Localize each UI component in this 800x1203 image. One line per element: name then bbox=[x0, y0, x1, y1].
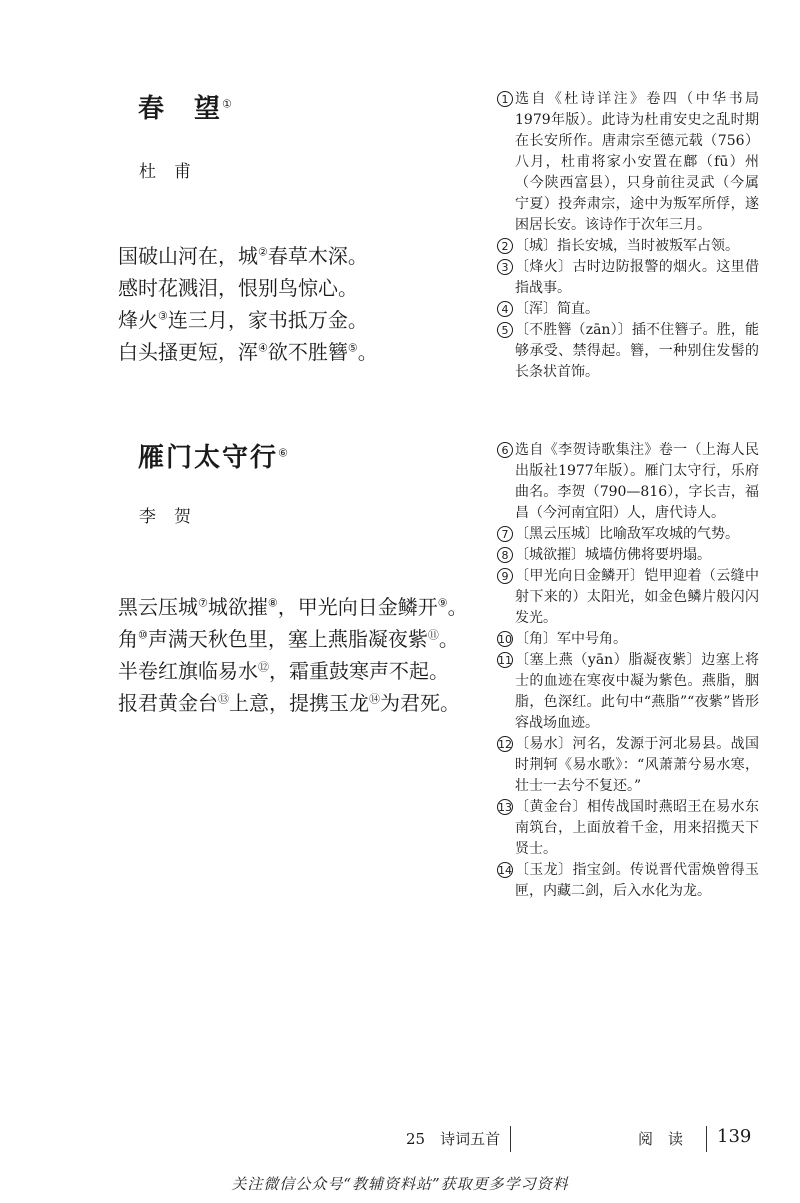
footnote-text: 选自《李贺诗歌集注》卷一（上海人民出版社1977年版）。雁门太守行，乐府曲名。李贺（790—816），字长吉，福昌（今河南宜阳）人，唐代诗人。 bbox=[515, 442, 759, 521]
note-ref: ⑪ bbox=[427, 628, 439, 642]
footnote-number: 4 bbox=[497, 301, 513, 317]
footer-divider bbox=[706, 1126, 707, 1152]
footnote bbox=[497, 650, 759, 734]
note-ref: ⑭ bbox=[369, 692, 380, 706]
footnote-text: 〔城〕指长安城，当时被叛军占领。 bbox=[515, 238, 739, 254]
poem-title-text: 春 望 bbox=[138, 94, 223, 124]
footnote-number: 11 bbox=[498, 654, 512, 667]
verse-line bbox=[118, 272, 378, 304]
verse-text: 欲不胜簪 bbox=[267, 340, 348, 364]
footnote-text: 〔浑〕简直。 bbox=[515, 301, 599, 317]
footnote bbox=[497, 320, 759, 383]
footnote bbox=[497, 566, 759, 629]
verse-text: 报君黄金台 bbox=[118, 691, 218, 715]
footnote bbox=[497, 860, 759, 902]
poem-verse-yanmen bbox=[118, 591, 468, 719]
footnote-number: 6 bbox=[497, 442, 513, 458]
verse-text: 。 bbox=[447, 595, 468, 619]
verse-text: 黑云压城 bbox=[118, 595, 198, 619]
footnote-number: 10 bbox=[498, 633, 512, 646]
footnote-number: 12 bbox=[498, 738, 512, 751]
verse-text: ，霜重鼓寒声不起。 bbox=[269, 659, 449, 683]
footnote-number: 13 bbox=[498, 801, 512, 814]
footnote-text: 〔烽火〕古时边防报警的烟火。这里借指战事。 bbox=[515, 259, 759, 296]
verse-text: 白头搔更短，浑 bbox=[118, 340, 258, 364]
footnote bbox=[497, 257, 759, 299]
verse-line bbox=[118, 240, 378, 272]
lesson-label: 25 诗词五首 bbox=[406, 1130, 501, 1148]
verse-text: ，甲光向日金鳞开 bbox=[277, 595, 438, 619]
footnote-text: 〔城欲摧〕城墙仿佛将要坍塌。 bbox=[515, 547, 711, 563]
footnote-text: 〔黑云压城〕比喻敌军攻城的气势。 bbox=[515, 526, 739, 542]
section-label: 阅 读 bbox=[638, 1130, 684, 1148]
footnote-number: 3 bbox=[497, 259, 513, 275]
note-ref: ⑫ bbox=[258, 660, 269, 674]
footnote-text: 〔角〕军中号角。 bbox=[515, 631, 627, 647]
verse-text: 。 bbox=[357, 340, 378, 364]
footnote bbox=[497, 797, 759, 860]
note-ref: ⑬ bbox=[218, 692, 229, 706]
note-ref: ⑧ bbox=[267, 596, 278, 610]
verse-text: 烽火 bbox=[118, 308, 158, 332]
verse-text: 春草木深。 bbox=[267, 244, 368, 268]
page-footer bbox=[0, 1128, 800, 1158]
note-ref: ⑤ bbox=[347, 341, 358, 355]
footnote-number: 7 bbox=[497, 526, 513, 542]
verse-text: 。 bbox=[438, 627, 459, 651]
verse-text: 连三月，家书抵万金。 bbox=[167, 308, 368, 332]
verse-line bbox=[118, 336, 378, 368]
footnote bbox=[497, 440, 759, 524]
footnote-number: 8 bbox=[497, 547, 513, 563]
verse-line bbox=[118, 591, 468, 623]
footer-divider bbox=[510, 1126, 511, 1152]
verse-text: 国破山河在，城 bbox=[118, 244, 258, 268]
footnote-number: 9 bbox=[497, 568, 513, 584]
note-ref: ⑨ bbox=[437, 596, 448, 610]
note-ref: ② bbox=[258, 245, 268, 259]
poem-verse-chunwang bbox=[118, 240, 378, 368]
footnote bbox=[497, 89, 759, 236]
footnote-text: 〔不胜簪（zān）〕插不住簪子。胜，能够承受、禁得起。簪，一种别住发髻的长条状首饰。 bbox=[515, 322, 759, 380]
verse-text: 角 bbox=[118, 627, 138, 651]
verse-text: 半卷红旗临易水 bbox=[118, 659, 258, 683]
footnote-text: 〔塞上燕（yān）脂凝夜紫〕边塞上将士的血迹在寒夜中凝为紫色。燕脂，胭脂，色深红。此句中“燕脂”“夜紫”皆形容战场血迹。 bbox=[515, 652, 759, 731]
poem-title-text: 雁门太守行 bbox=[138, 443, 279, 473]
footnote-text: 〔易水〕河名，发源于河北易县。战国时荆轲《易水歌》：“风萧萧兮易水寒，壮士一去兮不复还。” bbox=[515, 736, 759, 794]
page-number: 139 bbox=[717, 1126, 752, 1147]
verse-text: 城欲摧 bbox=[207, 595, 268, 619]
footnote-text: 〔黄金台〕相传战国时燕昭王在易水东南筑台，上面放着千金，用来招揽天下贤士。 bbox=[515, 799, 759, 857]
footnote bbox=[497, 545, 759, 566]
verse-text: 声满天秋色里，塞上燕脂凝夜紫 bbox=[147, 627, 428, 651]
footnote-number: 1 bbox=[497, 91, 513, 107]
verse-line bbox=[118, 655, 468, 687]
notes-column-chunwang bbox=[497, 89, 759, 383]
note-ref: ⑩ bbox=[138, 628, 148, 642]
footnote bbox=[497, 524, 759, 545]
footnote-number: 5 bbox=[497, 322, 513, 338]
verse-text: 上意，提携玉龙 bbox=[229, 691, 369, 715]
verse-text: 感时花溅泪，恨别鸟惊心。 bbox=[118, 276, 358, 300]
verse-line bbox=[118, 623, 468, 655]
footnote-number: 2 bbox=[497, 238, 513, 254]
verse-text: 为君死。 bbox=[380, 691, 460, 715]
note-ref: ③ bbox=[158, 309, 168, 323]
notes-column-yanmen bbox=[497, 440, 759, 902]
footnote-text: 选自《杜诗详注》卷四（中华书局1979年版）。此诗为杜甫安史之乱时期在长安所作。唐肃宗至德元载（756）八月，杜甫将家小安置在鄜（fū）州（今陕西富县），只身前往灵武（今属宁夏）投奔肃宗，途中为叛军所俘，遂困居长安。该诗作于次年三月。 bbox=[515, 91, 759, 233]
poem-author-lihe: 李贺 bbox=[139, 507, 209, 527]
footnote bbox=[497, 299, 759, 320]
note-ref: ⑥ bbox=[278, 446, 290, 460]
footnote-text: 〔玉龙〕指宝剑。传说晋代雷焕曾得玉匣，内藏二剑，后入水化为龙。 bbox=[515, 862, 759, 899]
footnote bbox=[497, 629, 759, 650]
footnote bbox=[497, 734, 759, 797]
verse-line bbox=[118, 687, 468, 719]
poem-title-yanmen bbox=[138, 437, 290, 474]
verse-line bbox=[118, 304, 378, 336]
poem-title-chunwang bbox=[138, 88, 234, 125]
note-ref: ④ bbox=[258, 341, 268, 355]
footnote-number: 14 bbox=[498, 864, 512, 877]
watermark-text: 关注微信公众号“教辅资料站”获取更多学习资料 bbox=[231, 1175, 569, 1193]
note-ref: ① bbox=[222, 97, 234, 111]
footnote-text: 〔甲光向日金鳞开〕铠甲迎着（云缝中射下来的）太阳光，如金色鳞片般闪闪发光。 bbox=[515, 568, 759, 626]
footnote bbox=[497, 236, 759, 257]
note-ref: ⑦ bbox=[198, 596, 208, 610]
poem-author-dufu: 杜甫 bbox=[139, 162, 209, 182]
